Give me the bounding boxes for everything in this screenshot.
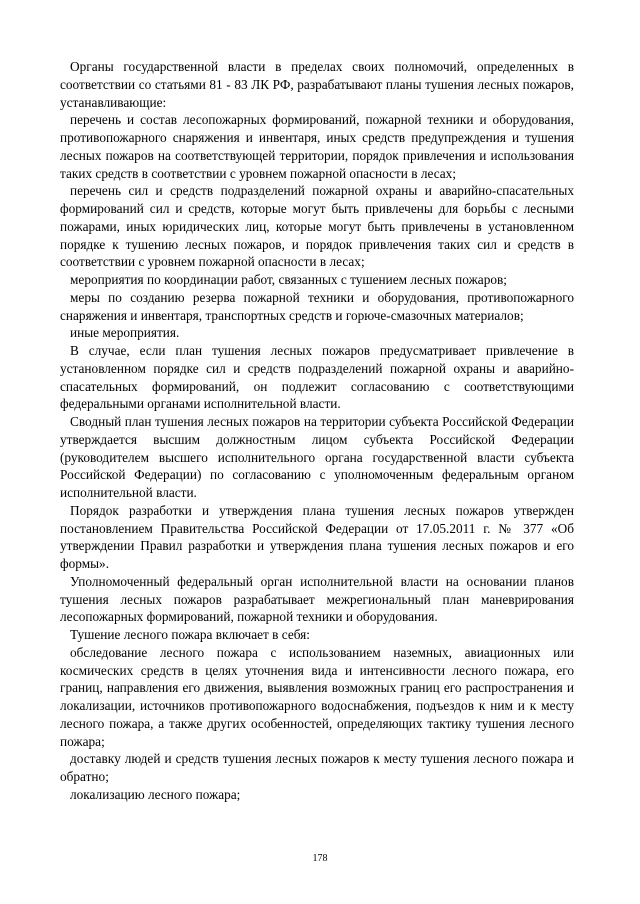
paragraph: Уполномоченный федеральный орган исполнительной власти на основании планов тушения лесных пожаров разрабатывает межрегиональный план маневрирования лесопожарных формирований, пожарной техники и оборудования. [60, 573, 574, 625]
document-body [60, 58, 574, 804]
paragraph: локализацию лесного пожара; [70, 786, 241, 802]
paragraph: мероприятия по координации работ, связанных с тушением лесных пожаров; [70, 272, 507, 287]
page-number: 178 [312, 853, 328, 864]
paragraph: перечень сил и средств подразделений пожарной охраны и аварийно-спасательных формирований сил и средств, которые могут быть привлечены для борьбы с лесными пожарами, иных юридических лиц, которые могут быть привлечены в установленном порядке к тушению лесных пожаров, и порядок привлечения таких сил и средств в соответствии с уровнем пожарной опасности в лесах; [60, 183, 574, 270]
paragraph: иные мероприятия. [70, 325, 180, 341]
paragraph: обследование лесного пожара с использованием наземных, авиационных или космических средств в целях уточнения вида и интенсивности лесного пожара, его границ, направления его движения, выявления возможных границ его распространения и локализации, источников противопожарного водоснабжения, подъездов к ним и к месту лесного пожара, а также других особенностей, определяющих тактику тушения лесного пожара; [60, 644, 574, 749]
paragraph: меры по созданию резерва пожарной техники и оборудования, противопожарного снаряжения и инвентаря, транспортных средств и горюче-смазочных материалов; [60, 289, 574, 323]
paragraph: доставку людей и средств тушения лесных пожаров к месту тушения лесного пожара и обратно; [60, 751, 574, 784]
paragraph: Сводный план тушения лесных пожаров на территории субъекта Российской Федерации утверждается высшим должностным лицом субъекта Российской Федерации (руководителем высшего исполнительного органа государственной власти субъекта Российской Федерации) по согласованию с уполномоченным федеральным органом исполнительной власти. [60, 414, 574, 500]
paragraph: Порядок разработки и утверждения плана тушения лесных пожаров утвержден постановлением Правительства Российской Федерации от 17.05.2011 г. № 377 «Об утверждении Правил разработки и утверждения плана тушения лесных пожаров и его формы». [60, 502, 574, 571]
paragraph: Тушение лесного пожара включает в себя: [70, 627, 310, 642]
paragraph: В случае, если план тушения лесных пожаров предусматривает привлечение в установленном порядке сил и средств подразделений пожарной охраны и аварийно-спасательных формирований, он подлежит согласованию с соответствующими федеральными органами исполнительной власти. [60, 343, 574, 412]
paragraph: Органы государственной власти в пределах своих полномочий, определенных в соответствии со статьями 81 - 83 ЛК РФ, разрабатывают планы тушения лесных пожаров, устанавливающие: [60, 59, 574, 110]
paragraph: перечень и состав лесопожарных формирований, пожарной техники и оборудования, противопожарного снаряжения и инвентаря, иных средств предупреждения и тушения лесных пожаров на соответствующей территории, порядок привлечения и использования таких средств в соответствии с уровнем пожарной опасности в лесах; [60, 112, 574, 181]
